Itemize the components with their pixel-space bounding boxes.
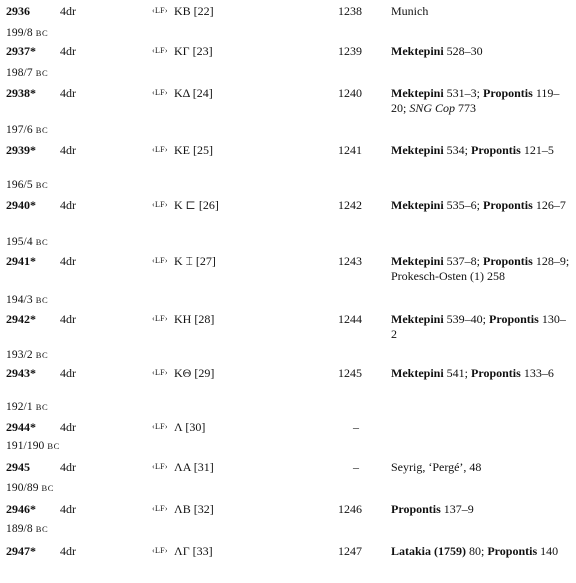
denomination: 4dr (60, 4, 76, 18)
publication-segment: 119–20; (391, 86, 560, 115)
era-label: BC (35, 125, 49, 135)
publication-segment: Munich (391, 4, 429, 18)
denomination: 4dr (60, 312, 76, 326)
year-heading (6, 401, 48, 413)
era-label: BC (35, 237, 49, 247)
publication-segment: SNG Cop (409, 100, 456, 115)
publication-segment: 140 (537, 544, 559, 558)
era-label: BC (35, 180, 49, 190)
lf-mark: ‹LF› (152, 46, 168, 55)
publication-segment: 773 (455, 100, 477, 115)
denomination: 4dr (60, 420, 76, 434)
publication-segment: 137–9 (440, 502, 474, 516)
denomination: 4dr (60, 254, 76, 268)
lf-mark: ‹LF› (152, 462, 168, 471)
year-value: 193/2 (6, 349, 33, 361)
publication-references (391, 502, 571, 517)
lf-mark: ‹LF› (152, 145, 168, 154)
reference-number: 1242 (338, 198, 362, 212)
publication-segment: Propontis (489, 312, 539, 326)
lf-mark: ‹LF› (152, 88, 168, 97)
era-label: BC (35, 28, 49, 38)
publication-segment: 126–7 (532, 198, 566, 212)
year-value: 190/89 (6, 482, 39, 494)
denomination: 4dr (60, 198, 76, 212)
publication-segment: 80; (466, 544, 488, 558)
lf-mark: ‹LF› (152, 504, 168, 513)
publication-segment: Mektepini (391, 143, 444, 157)
reference-number: 1239 (338, 44, 362, 58)
entry-number: 2944* (6, 420, 36, 434)
legend: Λ [30] (174, 420, 206, 434)
lf-mark: ‹LF› (152, 314, 168, 323)
legend: ΛA [31] (174, 460, 214, 474)
publication-segment: 535–6; (443, 198, 484, 212)
publication-references (391, 4, 571, 19)
year-heading (6, 124, 48, 136)
publication-segment: Propontis (483, 254, 533, 268)
era-label: BC (35, 402, 49, 412)
year-heading (6, 482, 54, 494)
denomination: 4dr (60, 460, 76, 474)
publication-references (391, 86, 571, 115)
legend: K ⌶ [27] (174, 254, 216, 268)
year-value: 189/8 (6, 523, 33, 535)
year-value: 195/4 (6, 236, 33, 248)
publication-segment: 537–8; (443, 254, 484, 268)
entry-number: 2945 (6, 460, 30, 474)
year-heading (6, 523, 48, 535)
lf-mark: ‹LF› (152, 256, 168, 265)
publication-references (391, 460, 571, 475)
entry-number: 2937* (6, 44, 36, 58)
lf-mark: ‹LF› (152, 6, 168, 15)
publication-segment: Propontis (391, 502, 441, 516)
publication-segment: 133–6 (520, 366, 554, 380)
reference-number: – (353, 460, 359, 474)
publication-segment: Mektepini (391, 198, 444, 212)
denomination: 4dr (60, 143, 76, 157)
reference-number: 1240 (338, 86, 362, 100)
legend: K ⊏ [26] (174, 198, 219, 212)
publication-references (391, 198, 571, 213)
publication-segment: Mektepini (391, 44, 444, 58)
year-heading (6, 294, 48, 306)
year-heading (6, 67, 48, 79)
denomination: 4dr (60, 502, 76, 516)
legend: KΓ [23] (174, 44, 213, 58)
legend: KΘ [29] (174, 366, 215, 380)
entry-number: 2942* (6, 312, 36, 326)
reference-number: 1244 (338, 312, 362, 326)
entry-number: 2943* (6, 366, 36, 380)
era-label: BC (35, 350, 49, 360)
legend: KB [22] (174, 4, 214, 18)
era-label: BC (41, 483, 55, 493)
year-value: 199/8 (6, 27, 33, 39)
lf-mark: ‹LF› (152, 200, 168, 209)
publication-segment: Seyrig, ‘Pergé’, 48 (391, 460, 482, 474)
legend: KE [25] (174, 143, 213, 157)
era-label: BC (47, 441, 60, 451)
year-value: 198/7 (6, 67, 33, 79)
publication-segment: Propontis (487, 544, 538, 558)
denomination: 4dr (60, 44, 76, 58)
publication-references (391, 254, 571, 283)
denomination: 4dr (60, 86, 76, 100)
year-heading (6, 27, 48, 39)
year-heading (6, 349, 48, 361)
publication-segment: Mektepini (391, 86, 444, 100)
denomination: 4dr (60, 544, 76, 558)
legend: KΔ [24] (174, 86, 213, 100)
publication-segment: Propontis (483, 86, 533, 100)
reference-number: 1246 (338, 502, 362, 516)
publication-segment: Propontis (471, 143, 521, 157)
publication-segment: Propontis (483, 198, 533, 212)
publication-segment: 128–9; Prokesch-Osten (1) 258 (391, 254, 570, 283)
reference-number: 1238 (338, 4, 362, 18)
lf-mark: ‹LF› (152, 546, 168, 555)
entry-number: 2938* (6, 86, 36, 100)
publication-references (391, 312, 571, 341)
legend: KH [28] (174, 312, 215, 326)
publication-segment: 121–5 (520, 143, 554, 157)
entry-number: 2939* (6, 143, 36, 157)
legend: ΛB [32] (174, 502, 214, 516)
reference-number: 1241 (338, 143, 362, 157)
entry-number: 2946* (6, 502, 36, 516)
era-label: BC (35, 524, 49, 534)
year-value: 197/6 (6, 124, 33, 136)
entry-number: 2936 (6, 4, 30, 18)
era-label: BC (35, 68, 49, 78)
entry-number: 2940* (6, 198, 36, 212)
publication-segment: 130–2 (391, 312, 566, 341)
publication-references (391, 366, 571, 381)
publication-references (391, 143, 571, 158)
publication-segment: 541; (443, 366, 472, 380)
publication-segment: Latakia (1759) (391, 544, 466, 558)
reference-number: – (353, 420, 359, 434)
publication-segment: Mektepini (391, 312, 444, 326)
year-value: 192/1 (6, 401, 33, 413)
year-value: 191/190 (6, 440, 45, 452)
publication-segment: 534; (443, 143, 472, 157)
publication-segment: Mektepini (391, 366, 444, 380)
publication-segment: 531–3; (443, 86, 484, 100)
year-value: 196/5 (6, 179, 33, 191)
year-heading (6, 179, 48, 191)
entry-number: 2947* (6, 544, 36, 558)
year-heading (6, 440, 60, 452)
reference-number: 1245 (338, 366, 362, 380)
year-value: 194/3 (6, 294, 33, 306)
publication-segment: Propontis (471, 366, 521, 380)
publication-segment: 539–40; (443, 312, 490, 326)
publication-segment: Mektepini (391, 254, 444, 268)
era-label: BC (35, 295, 49, 305)
lf-mark: ‹LF› (152, 422, 168, 431)
reference-number: 1243 (338, 254, 362, 268)
denomination: 4dr (60, 366, 76, 380)
publication-segment: 528–30 (443, 44, 483, 58)
entry-number: 2941* (6, 254, 36, 268)
reference-number: 1247 (338, 544, 362, 558)
lf-mark: ‹LF› (152, 368, 168, 377)
publication-references (391, 44, 571, 59)
publication-references (391, 544, 571, 559)
legend: ΛΓ [33] (174, 544, 213, 558)
year-heading (6, 236, 48, 248)
